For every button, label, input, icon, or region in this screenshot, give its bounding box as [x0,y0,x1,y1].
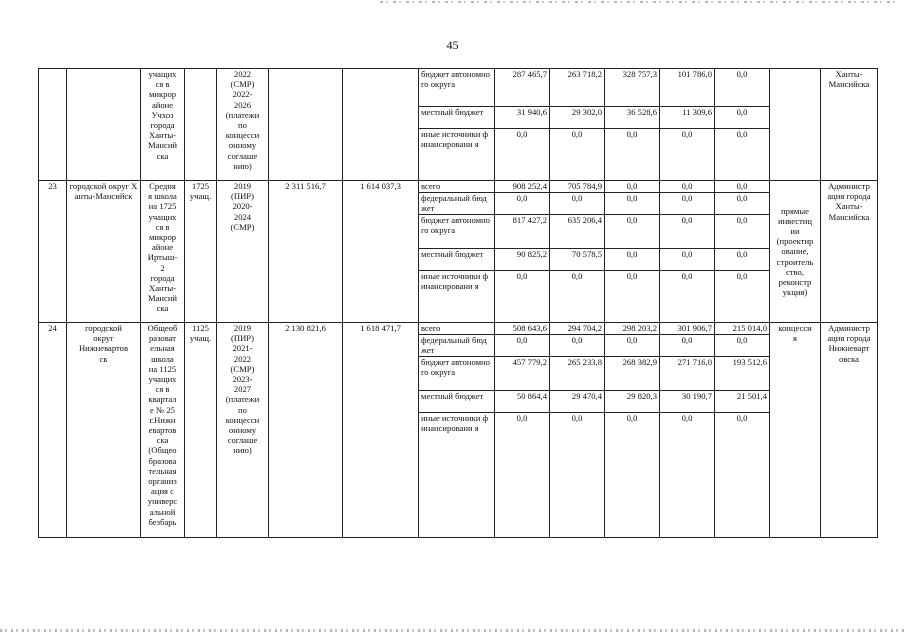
value-cell: 0,0 [715,215,770,249]
municipality-cell: городской округ Ханты-Мансийск [67,181,141,323]
value-cell: 101 786,0 [660,69,715,107]
scan-artifact-top [380,1,900,3]
capacity-cell [185,69,217,181]
value-cell: 36 528,6 [605,107,660,129]
value-cell: 29 470,4 [550,391,605,413]
value-cell: 265 233,8 [550,357,605,391]
funding-source-cell: всего [419,181,495,193]
value-cell: 457 779,2 [495,357,550,391]
value-cell: 0,0 [605,129,660,181]
value-cell: 30 190,7 [660,391,715,413]
customer-cell: Администр ация города Ханты- Мансийска [821,181,878,323]
value-cell: 0,0 [715,129,770,181]
investment-projects-table [38,68,878,538]
value-cell: 90 825,2 [495,249,550,271]
value-cell: 508 643,6 [495,323,550,335]
value-cell: 29 820,3 [605,391,660,413]
funding-source-cell: всего [419,323,495,335]
remaining-cell [343,69,419,181]
cost-cell: 2 130 821,6 [269,323,343,538]
value-cell: 0,0 [605,413,660,538]
value-cell: 298 203,2 [605,323,660,335]
funding-source-cell: федеральный бюджет [419,335,495,357]
table-row [39,181,878,193]
value-cell: 0,0 [660,271,715,323]
value-cell: 0,0 [550,129,605,181]
value-cell: 0,0 [605,335,660,357]
value-cell: 31 940,6 [495,107,550,129]
funding-source-cell: местный бюджет [419,107,495,129]
value-cell: 0,0 [715,181,770,193]
page-number: 45 [446,38,459,52]
period-cell: 2022 (СМР) 2022- 2026 (платежи по концесси онному соглаше нию) [217,69,269,181]
form-cell: концесси я [770,323,821,538]
form-cell: прямые инвестиц ии (проектир ование, строитель ство, реконстр укция) [770,181,821,323]
funding-source-cell: иные источники финансировани я [419,413,495,538]
value-cell: 0,0 [660,249,715,271]
value-cell: 0,0 [605,271,660,323]
table-row [39,69,878,107]
value-cell: 215 014,0 [715,323,770,335]
remaining-cell: 1 618 471,7 [343,323,419,538]
form-cell [770,69,821,181]
value-cell: 0,0 [715,193,770,215]
value-cell: 0,0 [660,129,715,181]
value-cell: 11 309,6 [660,107,715,129]
value-cell: 0,0 [715,413,770,538]
value-cell: 705 784,9 [550,181,605,193]
value-cell: 0,0 [550,193,605,215]
cost-cell: 2 311 516,7 [269,181,343,323]
value-cell: 0,0 [660,335,715,357]
num-cell: 24 [39,323,67,538]
value-cell: 0,0 [660,181,715,193]
value-cell: 0,0 [495,413,550,538]
value-cell: 0,0 [605,215,660,249]
object-name-cell: Средня я школа на 1725 учащих ся в микрор айоне Иртыш- 2 города Ханты- Мансий ска [141,181,185,323]
value-cell: 50 864,4 [495,391,550,413]
value-cell: 263 718,2 [550,69,605,107]
value-cell: 0,0 [715,107,770,129]
customer-cell: Администр ация города Нижневарт овска [821,323,878,538]
value-cell: 268 382,9 [605,357,660,391]
table-row [39,323,878,335]
municipality-cell [67,69,141,181]
value-cell: 271 716,0 [660,357,715,391]
value-cell: 0,0 [715,335,770,357]
funding-source-cell: иные источники финансировани я [419,129,495,181]
value-cell: 0,0 [495,129,550,181]
value-cell: 294 704,2 [550,323,605,335]
value-cell: 0,0 [495,271,550,323]
value-cell: 0,0 [550,335,605,357]
period-cell: 2019 (ПИР) 2020- 2024 (СМР) [217,181,269,323]
object-name-cell: Общеоб разоват ельная школа на 1125 учащих ся в квартал е № 25 г.Нижн евартов ска (Общео бразова тельная организ ация с универс альной безбарь [141,323,185,538]
funding-source-cell: бюджет автономного округа [419,357,495,391]
object-name-cell: учащих ся в микрор айоне Учхоз города Ханты- Мансий ска [141,69,185,181]
value-cell: 0,0 [605,249,660,271]
cost-cell [269,69,343,181]
value-cell: 0,0 [550,413,605,538]
value-cell: 328 757,3 [605,69,660,107]
value-cell: 287 465,7 [495,69,550,107]
value-cell: 0,0 [605,193,660,215]
funding-source-cell: местный бюджет [419,249,495,271]
value-cell: 817 427,2 [495,215,550,249]
funding-source-cell: местный бюджет [419,391,495,413]
period-cell: 2019 (ПИР) 2021- 2022 (СМР) 2023- 2027 (платежи по концесси онному соглаше нию) [217,323,269,538]
value-cell: 193 512,6 [715,357,770,391]
value-cell: 21 501,4 [715,391,770,413]
capacity-cell: 1725 учащ. [185,181,217,323]
municipality-cell: городской округ Нижневартов ск [67,323,141,538]
value-cell: 0,0 [550,271,605,323]
value-cell: 0,0 [495,335,550,357]
value-cell: 0,0 [495,193,550,215]
remaining-cell: 1 614 037,3 [343,181,419,323]
value-cell: 0,0 [715,249,770,271]
value-cell: 29 302,0 [550,107,605,129]
num-cell: 23 [39,181,67,323]
num-cell [39,69,67,181]
value-cell: 908 252,4 [495,181,550,193]
value-cell: 70 578,5 [550,249,605,271]
value-cell: 301 906,7 [660,323,715,335]
value-cell: 0,0 [660,413,715,538]
value-cell: 0,0 [605,181,660,193]
funding-source-cell: иные источники финансировани я [419,271,495,323]
customer-cell: Ханты- Мансийска [821,69,878,181]
capacity-cell: 1125 учащ. [185,323,217,538]
value-cell: 0,0 [715,69,770,107]
value-cell: 0,0 [660,193,715,215]
funding-source-cell: бюджет автономного округа [419,215,495,249]
funding-source-cell: федеральный бюджет [419,193,495,215]
value-cell: 0,0 [660,215,715,249]
scan-artifact-bottom [0,629,905,632]
value-cell: 0,0 [715,271,770,323]
value-cell: 635 206,4 [550,215,605,249]
funding-source-cell: бюджет автономного округа [419,69,495,107]
